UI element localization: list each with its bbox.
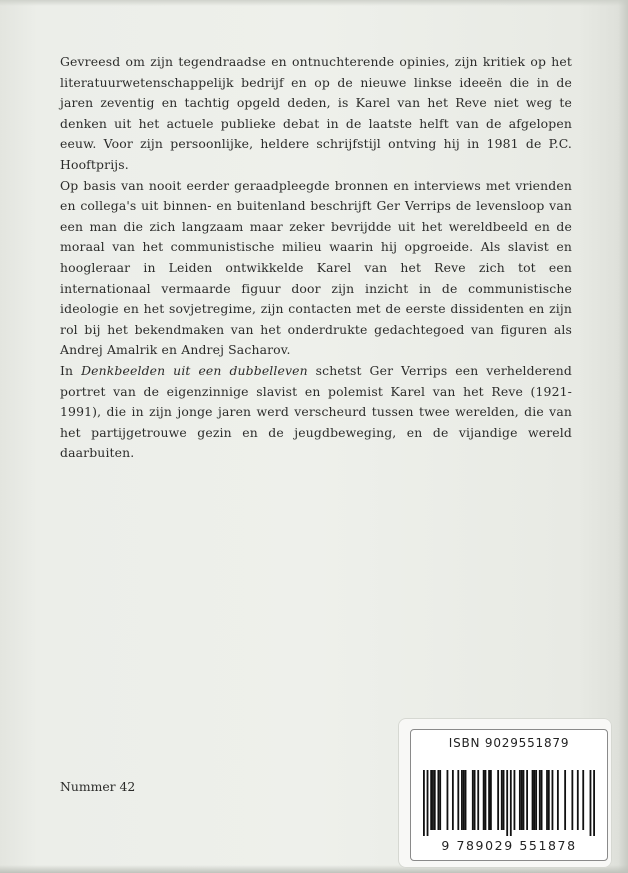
barcode-bar	[463, 770, 465, 830]
barcode-bar	[483, 770, 485, 830]
barcode-bar	[434, 770, 436, 830]
barcode-bar	[533, 770, 535, 830]
barcode-bar	[423, 770, 425, 836]
barcode-bar	[490, 770, 492, 830]
barcode-bar	[526, 770, 528, 830]
barcode-bar	[501, 770, 503, 830]
barcode-bar	[439, 770, 441, 830]
barcode-bar	[465, 770, 467, 830]
barcode-bar	[427, 770, 429, 836]
barcode-bar	[485, 770, 487, 830]
cover-edge-right	[618, 0, 628, 873]
barcode-bar	[503, 770, 505, 830]
barcode-bar	[564, 770, 566, 830]
barcode-bar	[546, 770, 548, 830]
barcode-sticker	[398, 718, 612, 868]
barcode-bar	[590, 770, 592, 836]
cover-edge-top	[0, 0, 628, 6]
barcode-bar	[523, 770, 525, 830]
book-title: Denkbeelden uit een dubbelleven	[81, 362, 308, 378]
isbn-text: ISBN 9029551879	[448, 736, 570, 750]
barcode-bar	[510, 770, 512, 836]
barcode-bar	[452, 770, 454, 830]
series-number: Nummer 42	[60, 779, 136, 794]
barcode-bar	[577, 770, 579, 830]
barcode-bar	[519, 770, 521, 830]
blurb-text	[60, 52, 572, 464]
barcode-bar	[488, 770, 490, 830]
barcode-bar	[539, 770, 541, 830]
barcode-bar	[557, 770, 559, 830]
barcode-bar	[521, 770, 523, 830]
barcode-bar	[514, 770, 516, 830]
barcode-label	[410, 729, 608, 861]
barcode-bar	[432, 770, 434, 830]
barcode-bar	[497, 770, 499, 830]
barcode-bar	[477, 770, 479, 830]
barcode-bar	[552, 770, 554, 830]
barcode-bar	[535, 770, 537, 830]
barcode-bar	[548, 770, 550, 830]
barcode-bar	[437, 770, 439, 830]
barcode-bars	[423, 770, 595, 836]
barcode-bar	[457, 770, 459, 830]
ean-digits: 9 789029 551878	[441, 838, 577, 853]
blurb-paragraph-3-rest: schetst Ger Verrips een verhelderend portret van de eigenzinnige slavist en polemist Karel van het Reve (1921-1991), die in zijn jonge jaren werd verscheurd tussen twee werelden, die van het partijgetrouwe gezin en de jeugdbeweging, en de vijandige wereld daarbuiten.	[60, 362, 572, 461]
blurb-paragraph-3	[60, 361, 572, 464]
blurb-paragraph-2: Op basis van nooit eerder geraadpleegde bronnen en interviews met vrienden en collega's uit binnen- en buitenland beschrijft Ger Verrips de levensloop van een man die zich langzaam maar zeker bevrijdde uit het wereldbeeld en de moraal van het communistische milieu waarin hij opgroeide. Als slavist en hoogleraar in Leiden ontwikkelde Karel van het Reve zich tot een internationaal vermaarde figuur door zijn inzicht in de communistische ideologie en het sovjetregime, zijn contacten met de eerste dissidenten en zijn rol bij het bekendmaken van het onderdrukte gedachtegoed van figuren als Andrej Amalrik en Andrej Sacharov.	[60, 177, 572, 358]
blurb-paragraph-1: Gevreesd om zijn tegendraadse en ontnuchterende opinies, zijn kritiek op het literatuurwetenschappelijk bedrijf en op de nieuwe linkse ideeën die in de jaren zeventig en tachtig opgeld deden, is Karel van het Reve niet weg te denken uit het actuele publieke debat in de laatste helft van de afgelopen eeuw. Voor zijn persoonlijke, heldere schrijfstijl ontving hij in 1981 de P.C. Hooftprijs.	[60, 54, 572, 172]
barcode-bar	[472, 770, 474, 830]
barcode-bar	[582, 770, 584, 830]
barcode-bar	[447, 770, 449, 830]
barcode-bar	[461, 770, 463, 830]
barcode-bar	[430, 770, 432, 830]
barcode-bar	[532, 770, 534, 830]
barcode-bar	[571, 770, 573, 830]
barcode-bar	[593, 770, 595, 836]
barcode-bar	[506, 770, 508, 836]
blurb-paragraph-3-prefix: In	[60, 362, 82, 378]
barcode-bar	[474, 770, 476, 830]
barcode-bar	[541, 770, 543, 830]
